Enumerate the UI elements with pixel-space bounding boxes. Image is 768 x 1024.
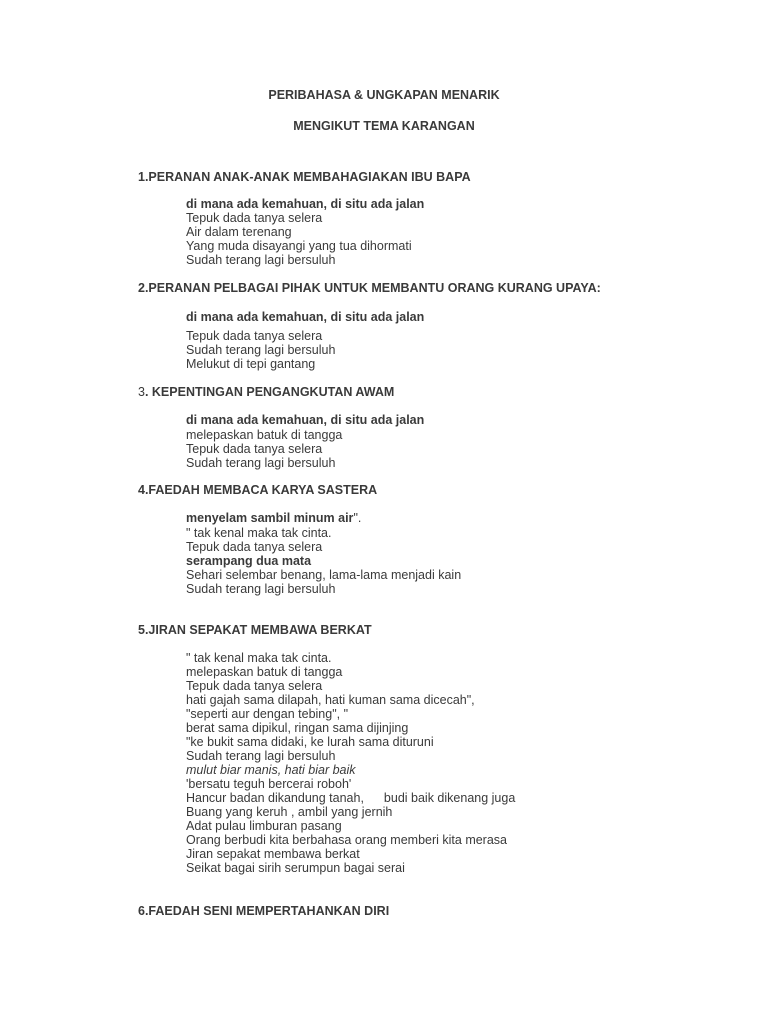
section-3-title: . KEPENTINGAN PENGANGKUTAN AWAM [144,385,395,399]
s4-item-2: " tak kenal maka tak cinta. [186,526,332,540]
section-4-heading: 4.FAEDAH MEMBACA KARYA SASTERA [138,483,378,497]
s4-item-1 [186,511,361,525]
s2-item-1: di mana ada kemahuan, di situ ada jalan [186,310,425,324]
s5-item-5: "seperti aur dengan tebing", " [186,707,349,721]
s3-item-3: Tepuk dada tanya selera [186,442,323,456]
s5-item-11b: budi baik dikenang juga [383,791,516,805]
s5-item-15: Jiran sepakat membawa berkat [186,847,360,861]
s5-item-8: Sudah terang lagi bersuluh [186,749,336,763]
s5-item-13: Adat pulau limburan pasang [186,819,342,833]
s5-item-4: hati gajah sama dilapah, hati kuman sama dicecah", [186,693,475,707]
section-3-number: 3 [138,385,145,399]
s5-item-16: Seikat bagai sirih serumpun bagai serai [186,861,405,875]
s4-item-3: Tepuk dada tanya selera [186,540,323,554]
s2-item-4: Melukut di tepi gantang [186,357,316,371]
s4-item-5: Sehari selembar benang, lama-lama menjadi kain [186,568,462,582]
s5-item-12: Buang yang keruh , ambil yang jernih [186,805,393,819]
s2-item-3: Sudah terang lagi bersuluh [186,343,336,357]
s5-item-11 [186,791,515,805]
s5-item-10: 'bersatu teguh bercerai roboh' [186,777,352,791]
s5-item-2: melepaskan batuk di tangga [186,665,343,679]
s1-item-3: Air dalam terenang [186,225,292,239]
s4-item-4: serampang dua mata [186,554,312,568]
s3-item-1: di mana ada kemahuan, di situ ada jalan [186,413,425,427]
s5-item-14: Orang berbudi kita berbahasa orang memberi kita merasa [186,833,508,847]
s1-item-1: di mana ada kemahuan, di situ ada jalan [186,197,425,211]
doc-title: PERIBAHASA & UNGKAPAN MENARIK [268,88,500,102]
section-2-heading: 2.PERANAN PELBAGAI PIHAK UNTUK MEMBANTU ORANG KURANG UPAYA: [138,281,601,295]
s5-item-9: mulut biar manis, hati biar baik [186,763,356,777]
s4-item-1-tail: ". [353,511,362,525]
s5-item-1: " tak kenal maka tak cinta. [186,651,332,665]
s3-item-2: melepaskan batuk di tangga [186,428,343,442]
section-3-heading [138,385,394,399]
s4-item-6: Sudah terang lagi bersuluh [186,582,336,596]
s5-item-6: berat sama dipikul, ringan sama dijinjing [186,721,409,735]
s1-item-5: Sudah terang lagi bersuluh [186,253,336,267]
s4-item-1-bold: menyelam sambil minum air [186,511,354,525]
doc-subtitle: MENGIKUT TEMA KARANGAN [293,119,475,133]
s1-item-4: Yang muda disayangi yang tua dihormati [186,239,412,253]
s1-item-2: Tepuk dada tanya selera [186,211,323,225]
section-6-heading: 6.FAEDAH SENI MEMPERTAHANKAN DIRI [138,904,390,918]
s5-item-11a: Hancur badan dikandung tanah, [186,791,364,805]
section-5-heading: 5.JIRAN SEPAKAT MEMBAWA BERKAT [138,623,372,637]
s5-item-7: "ke bukit sama didaki, ke lurah sama dituruni [186,735,434,749]
s5-item-3: Tepuk dada tanya selera [186,679,323,693]
s3-item-4: Sudah terang lagi bersuluh [186,456,336,470]
s2-item-2: Tepuk dada tanya selera [186,329,323,343]
section-1-heading: 1.PERANAN ANAK-ANAK MEMBAHAGIAKAN IBU BAPA [138,170,471,184]
